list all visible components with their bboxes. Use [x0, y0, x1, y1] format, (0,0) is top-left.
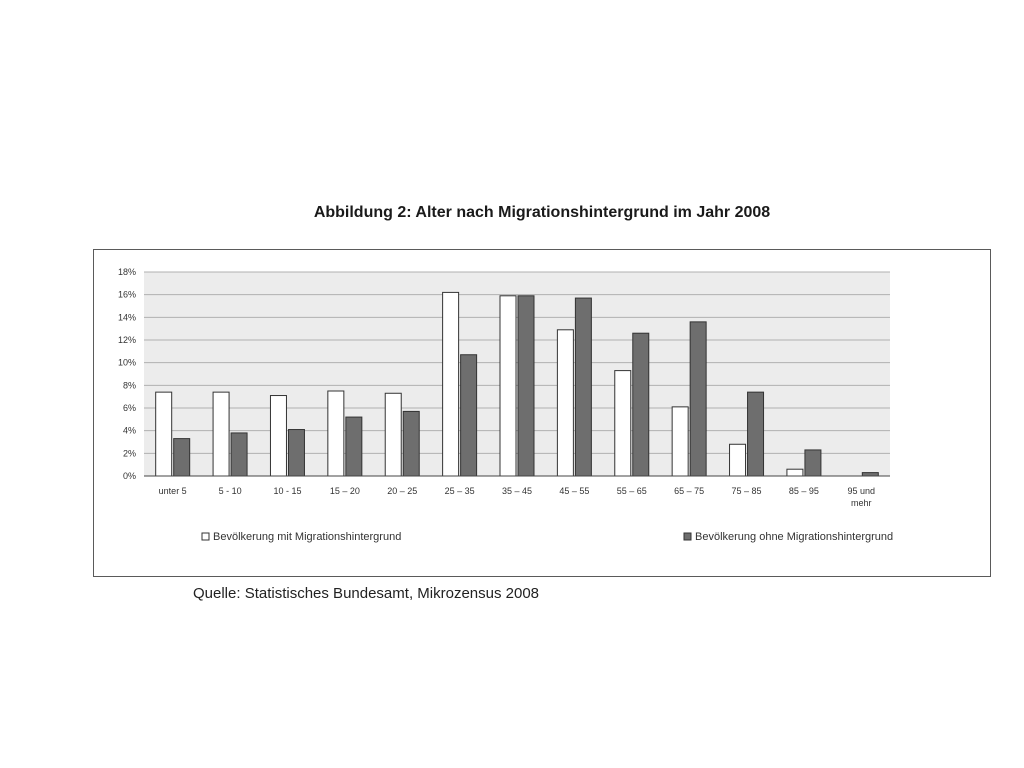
bar-without-migration: [231, 433, 247, 476]
x-tick-label: 75 – 85: [731, 486, 762, 496]
y-tick-label: 4%: [122, 425, 136, 436]
bar-with-migration: [615, 371, 631, 476]
bar-without-migration: [518, 296, 534, 476]
x-tick-label: 55 – 65: [616, 486, 647, 496]
x-tick-label: 45 – 55: [559, 486, 590, 496]
bar-with-migration: [672, 407, 688, 476]
bar-with-migration: [213, 392, 229, 476]
bar-without-migration: [461, 355, 477, 476]
plot-area: [144, 272, 890, 476]
legend-label: Bevölkerung ohne Migrationshintergrund: [695, 531, 894, 543]
x-tick-label: 5 - 10: [218, 486, 242, 496]
y-tick-label: 2%: [122, 448, 136, 459]
bar-with-migration: [328, 391, 344, 476]
source-note: Quelle: Statistisches Bundesamt, Mikrozensus 2008: [193, 585, 540, 602]
bar-without-migration: [633, 333, 649, 476]
bar-without-migration: [862, 473, 878, 476]
y-tick-label: 14%: [117, 312, 136, 323]
bar-chart: [94, 250, 990, 576]
bar-with-migration: [787, 469, 803, 476]
bar-with-migration: [385, 393, 401, 476]
x-tick-label: 65 – 75: [674, 486, 705, 496]
bar-without-migration: [748, 392, 764, 476]
y-tick-label: 6%: [122, 403, 136, 413]
y-tick-label: 12%: [117, 335, 136, 345]
y-axis-ticks: [118, 267, 136, 481]
bar-without-migration: [575, 298, 591, 476]
x-tick-label: 10 - 15: [273, 486, 302, 496]
bar-without-migration: [403, 411, 419, 476]
y-tick-label: 0%: [122, 471, 136, 481]
bar-without-migration: [690, 322, 706, 476]
bar-with-migration: [730, 444, 746, 476]
x-tick-label: 15 – 20: [329, 486, 360, 496]
legend-label: Bevölkerung mit Migrationshintergrund: [213, 531, 402, 543]
x-tick-label: 20 – 25: [387, 486, 418, 496]
y-tick-label: 10%: [117, 357, 136, 368]
bar-with-migration: [443, 292, 459, 476]
legend-swatch: [202, 533, 209, 540]
bar-without-migration: [346, 417, 362, 476]
bar-without-migration: [805, 450, 821, 476]
x-tick-label: 35 – 45: [501, 486, 533, 496]
bar-with-migration: [557, 330, 573, 476]
x-tick-label: 25 – 35: [444, 486, 475, 496]
bar-without-migration: [288, 430, 304, 476]
x-tick-label: 85 – 95: [788, 486, 819, 496]
bar-without-migration: [174, 439, 190, 476]
y-tick-label: 18%: [117, 267, 136, 277]
x-tick-label: unter 5: [158, 486, 187, 496]
figure-title: Abbildung 2: Alter nach Migrationshintergrund im Jahr 2008: [313, 204, 771, 221]
legend-swatch: [684, 533, 691, 540]
legend: [202, 531, 893, 543]
y-tick-label: 8%: [122, 380, 136, 391]
y-tick-label: 16%: [117, 289, 136, 300]
bar-with-migration: [270, 396, 286, 476]
chart-frame: [93, 249, 991, 577]
x-axis-ticks: [159, 486, 875, 508]
bar-with-migration: [500, 296, 516, 476]
bar-with-migration: [156, 392, 172, 476]
x-tick-label: 95 und mehr: [847, 486, 876, 508]
